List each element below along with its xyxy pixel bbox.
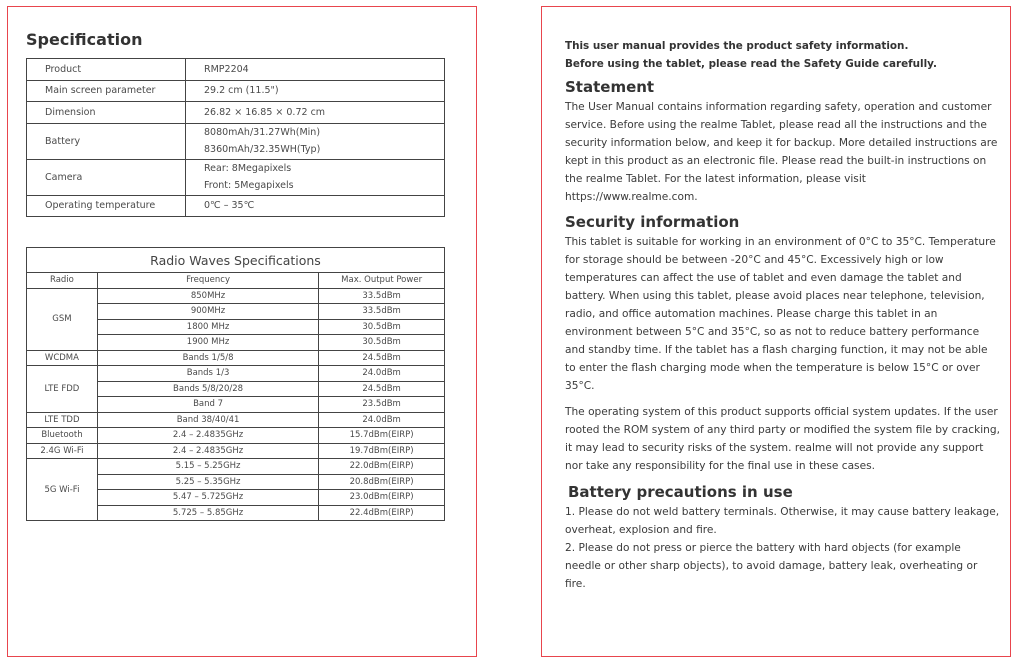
frequency-cell: 2.4 – 2.4835GHz	[97, 428, 318, 444]
power-cell: 33.5dBm	[319, 288, 445, 304]
power-cell: 20.8dBm(EIRP)	[319, 474, 445, 490]
radio-type-cell: 5G Wi-Fi	[27, 459, 98, 521]
spec-key: Operating temperature	[27, 195, 186, 217]
power-cell: 30.5dBm	[319, 335, 445, 351]
radio-type-cell: LTE TDD	[27, 412, 98, 428]
power-cell: 33.5dBm	[319, 304, 445, 320]
frequency-cell: Bands 1/5/8	[97, 350, 318, 366]
radio-row	[27, 350, 445, 366]
spec-value	[186, 123, 445, 159]
frequency-cell: 2.4 – 2.4835GHz	[97, 443, 318, 459]
frequency-cell: 5.25 – 5.35GHz	[97, 474, 318, 490]
spec-value-line: 26.82 × 16.85 × 0.72 cm	[204, 106, 326, 118]
spec-row	[27, 195, 445, 217]
battery-item-1: 1. Please do not weld battery terminals. Otherwise, it may cause battery leakage, overheat, explosion and fire.	[565, 506, 1000, 536]
spec-value-line: 8360mAh/32.35WH(Typ)	[204, 144, 321, 155]
frequency-cell: 1900 MHz	[97, 335, 318, 351]
frequency-cell: 900MHz	[97, 304, 318, 320]
radio-row	[27, 288, 445, 304]
spec-value-line: 29.2 cm (11.5")	[204, 85, 279, 97]
os-paragraph: The operating system of this product supports official system updates. If the user rooted the ROM system of any third party or modified the system file by cracking, it may lead to security risks of the system. realme will not provide any support nor take any responsibility for the final use in these cases.	[565, 406, 1000, 472]
spec-key: Main screen parameter	[27, 80, 186, 102]
battery-item-2: 2. Please do not press or pierce the battery with hard objects (for example needle or other sharp objects), to avoid damage, battery leak, overheating or fire.	[565, 542, 978, 590]
power-cell: 30.5dBm	[319, 319, 445, 335]
specification-table	[26, 58, 445, 217]
spec-value	[186, 80, 445, 102]
intro-line-2: Before using the tablet, please read the Safety Guide carefully.	[565, 58, 937, 70]
intro-line-1: This user manual provides the product safety information.	[565, 40, 909, 52]
radio-row	[27, 412, 445, 428]
frequency-cell: 5.47 – 5.725GHz	[97, 490, 318, 506]
spec-value-line: Rear: 8Megapixels	[204, 163, 292, 174]
radio-row	[27, 459, 445, 475]
spec-value	[186, 102, 445, 124]
power-cell: 15.7dBm(EIRP)	[319, 428, 445, 444]
power-cell: 19.7dBm(EIRP)	[319, 443, 445, 459]
power-cell: 24.5dBm	[319, 381, 445, 397]
frequency-cell: Bands 1/3	[97, 366, 318, 382]
spec-key: Product	[27, 59, 186, 81]
power-cell: 24.0dBm	[319, 412, 445, 428]
spec-key: Dimension	[27, 102, 186, 124]
spec-value	[186, 59, 445, 81]
frequency-cell: Band 38/40/41	[97, 412, 318, 428]
spec-value-line: 0℃ – 35℃	[204, 200, 255, 212]
radio-type-cell: 2.4G Wi-Fi	[27, 443, 98, 459]
radio-table-caption: Radio Waves Specifications	[27, 248, 445, 273]
radio-type-cell: WCDMA	[27, 350, 98, 366]
spec-value-line: Front: 5Megapixels	[204, 180, 294, 191]
spec-value	[186, 159, 445, 195]
frequency-cell: Bands 5/8/20/28	[97, 381, 318, 397]
power-cell: 24.0dBm	[319, 366, 445, 382]
spec-row	[27, 102, 445, 124]
spec-value-line: 8080mAh/31.27Wh(Min)	[204, 127, 321, 138]
power-cell: 24.5dBm	[319, 350, 445, 366]
spec-key: Camera	[27, 159, 186, 195]
security-heading: Security information	[565, 213, 740, 231]
radio-type-cell: Bluetooth	[27, 428, 98, 444]
spec-row	[27, 59, 445, 81]
frequency-cell: 1800 MHz	[97, 319, 318, 335]
radio-row	[27, 443, 445, 459]
safety-content	[565, 37, 1000, 593]
spec-key: Battery	[27, 123, 186, 159]
radio-row	[27, 428, 445, 444]
statement-heading: Statement	[565, 78, 655, 96]
radio-row	[27, 366, 445, 382]
frequency-cell: 5.725 – 5.85GHz	[97, 505, 318, 521]
power-cell: 22.0dBm(EIRP)	[319, 459, 445, 475]
spec-value-line: RMP2204	[204, 63, 249, 75]
radio-type-cell: GSM	[27, 288, 98, 350]
radio-type-cell: LTE FDD	[27, 366, 98, 413]
specification-title: Specification	[26, 30, 143, 49]
statement-paragraph: The User Manual contains information regarding safety, operation and customer service. Before using the realme Tablet, please read all the instructions and the security information below, and keep it for backup. More detailed instructions are kept in this product as an electronic file. Please read the built-in instructions on the realme Tablet. For the latest information, please visit https://www.realme.com.	[565, 101, 998, 203]
frequency-cell: 5.15 – 5.25GHz	[97, 459, 318, 475]
security-paragraph: This tablet is suitable for working in an environment of 0°C to 35°C. Temperature for storage should be between -20°C and 45°C. Excessively high or low temperatures can affect the use of tablet and even damage the tablet and battery. When using this tablet, please avoid places near telephone, television, radio, and office automation machines. Please charge this tablet in an environment between 5°C and 35°C, so as not to reduce battery performance and standby time. If the tablet has a flash charging function, it may not be able to enter the flash charging mode when the temperature is below 15°C or over 35°C.	[565, 236, 996, 392]
frequency-cell: 850MHz	[97, 288, 318, 304]
frequency-cell: Band 7	[97, 397, 318, 413]
battery-heading: Battery precautions in use	[568, 483, 793, 501]
power-cell: 22.4dBm(EIRP)	[319, 505, 445, 521]
spec-row	[27, 80, 445, 102]
spec-value	[186, 195, 445, 217]
spec-row	[27, 123, 445, 159]
radio-waves-table	[26, 247, 445, 521]
power-cell: 23.0dBm(EIRP)	[319, 490, 445, 506]
power-cell: 23.5dBm	[319, 397, 445, 413]
header-radio: Radio	[27, 273, 98, 289]
header-max-output-power: Max. Output Power	[319, 273, 445, 289]
spec-row	[27, 159, 445, 195]
header-frequency: Frequency	[97, 273, 318, 289]
